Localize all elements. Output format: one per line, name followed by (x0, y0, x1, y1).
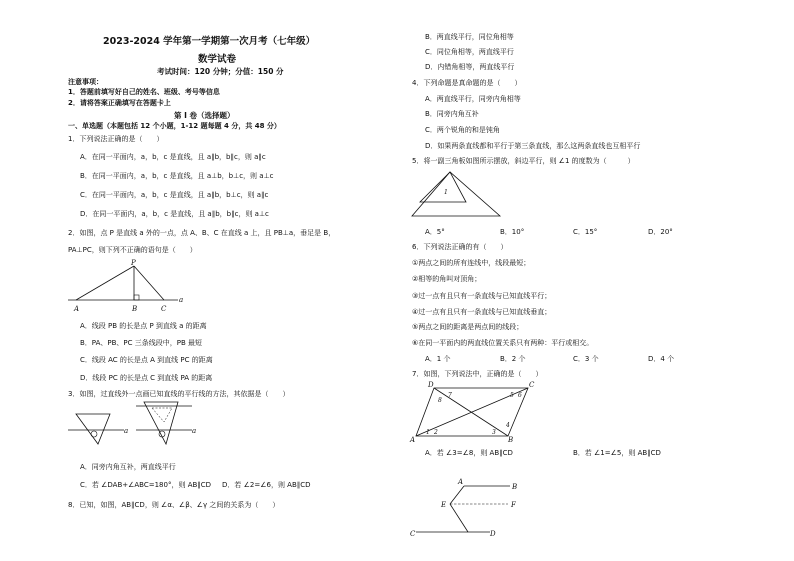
q1-option: A．在同一平面内，a，b，c 是直线，且 a∥b，b∥c，则 a∥c (80, 153, 266, 161)
q6-option: B．2 个 (500, 355, 526, 363)
q7-figure (410, 382, 540, 442)
q7-option-b: B．若 ∠1=∠5，则 AB∥CD (573, 449, 661, 457)
q3-label-a1: a (124, 427, 129, 435)
q2-stem: PA⊥PC，则下列不正确的语句是（ ） (68, 246, 197, 254)
q7-angle-1: 1 (426, 429, 430, 436)
q2-option: D．线段 PC 的长是点 C 到直线 PA 的距离 (80, 374, 213, 382)
q8-stem: 8．已知，如图，AB∥CD，则 ∠α、∠β、∠γ 之间的关系为（ ） (68, 501, 280, 509)
notes-item: 2．请将答案正确填写在答题卡上 (68, 99, 171, 107)
q4-option: A．两直线平行，同旁内角相等 (425, 95, 521, 103)
q6-option: D．4 个 (648, 355, 675, 363)
q5-figure (410, 168, 502, 220)
exam-subtitle: 数学试卷 (198, 54, 237, 65)
q3-label-a2: a (192, 427, 197, 435)
part-title: 第 I 卷（选择题） (174, 111, 235, 120)
q2-label-p: P (131, 259, 136, 267)
q6-item: ④过一点有且只有一条直线与已知直线垂直； (412, 308, 552, 316)
q5-option: A．5° (425, 228, 445, 236)
q2-stem: 2．如图，点 P 是直线 a 外的一点，点 A、B、C 在直线 a 上，且 PB⊥a，垂足是 B， (68, 229, 336, 237)
q5-option: B．10° (500, 228, 525, 236)
q5-option: D．20° (648, 228, 673, 236)
q7-angle-2: 2 (434, 429, 438, 436)
q3-option-b: B．两直线平行，同位角相等 (425, 33, 514, 41)
q7-label-c: C (529, 381, 535, 389)
q7-option-a: A．若 ∠3=∠8，则 AB∥CD (425, 449, 513, 457)
q7-label-d: D (428, 381, 434, 389)
q1-option: C．在同一平面内，a，b，c 是直线，且 a∥b，b⊥c，则 a∥c (80, 191, 269, 199)
q7-label-b: B (508, 436, 514, 444)
q6-item: ③过一点有且只有一条直线与已知直线平行； (412, 292, 552, 300)
q1-option: D．在同一平面内，a，b，c 是直线，且 a∥b，b∥c，则 a⊥c (80, 210, 269, 218)
q7-angle-5: 5 (510, 392, 514, 399)
q2-label-a: A (74, 305, 80, 313)
section-title: 一、单选题（本题包括 12 个小题，1-12 题每题 4 分，共 48 分） (68, 122, 281, 130)
q1-option: B．在同一平面内，a，b，c 是直线，且 a⊥b，b⊥c，则 a⊥c (80, 172, 274, 180)
exam-info: 考试时间：120 分钟；分值：150 分 (157, 67, 284, 76)
q6-item: ⑥在同一平面内的两直线位置关系只有两种：平行或相交。 (412, 339, 594, 347)
q7-angle-6: 6 (518, 392, 522, 399)
q3-option-c: C．同位角相等，两直线平行 (425, 48, 514, 56)
q3-option-d: D．内错角相等，两直线平行 (425, 63, 515, 71)
q6-stem: 6．下列说法正确的有（ ） (412, 243, 508, 251)
q6-option: A．1 个 (425, 355, 451, 363)
q7-stem: 7．如图，下列说法中，正确的是（ ） (412, 370, 543, 378)
q7-angle-7: 7 (448, 392, 452, 399)
q2-label-b: B (132, 305, 138, 313)
q4-option: B．同旁内角互补 (425, 110, 479, 118)
q2-label-c: C (161, 305, 167, 313)
q4-option: C．两个锐角的和是钝角 (425, 126, 500, 134)
q4-option: D．如果两条直线都和平行于第三条直线，那么这两条直线也互相平行 (425, 142, 641, 150)
q2-label-a-line: a (179, 296, 184, 304)
q2-option: A．线段 PB 的长是点 P 到直线 a 的距离 (80, 322, 207, 330)
q6-item: ①两点之间的所有连线中，线段最短； (412, 259, 531, 267)
q5-stem: 5．将一副三角板如图所示摆放，斜边平行，则 ∠1 的度数为（ ） (412, 157, 635, 165)
q2-option: B．PA、PB、PC 三条线段中，PB 最短 (80, 339, 202, 347)
q2-option: C．线段 AC 的长是点 A 到直线 PC 的距离 (80, 356, 213, 364)
q3-figure (66, 400, 206, 450)
q3-option-a: A．同旁内角互补，两直线平行 (80, 463, 176, 471)
q8-label-b: B (512, 483, 518, 491)
q8-figure (410, 476, 530, 540)
notes-item: 1．答题前填写好自己的姓名、班级、考号等信息 (68, 88, 220, 96)
q1-stem: 1．下列说法正确的是（ ） (68, 135, 164, 143)
notes-title: 注意事项： (68, 78, 103, 86)
q2-figure (66, 258, 186, 316)
q8-label-a: A (458, 478, 464, 486)
q7-option-c: C．若 ∠DAB+∠ABC=180°，则 AB∥CD (80, 481, 212, 489)
q8-label-f: F (511, 501, 516, 509)
q5-option: C．15° (573, 228, 598, 236)
exam-title: 2023-2024 学年第一学期第一次月考（七年级） (103, 36, 316, 47)
q7-angle-8: 8 (438, 397, 442, 404)
q4-stem: 4．下列命题是真命题的是（ ） (412, 79, 522, 87)
q5-angle-label: 1 (444, 189, 448, 196)
q3-stem: 3．如图，过直线外一点画已知直线的平行线的方法，其依据是（ ） (68, 390, 290, 398)
q8-label-d: D (490, 530, 496, 538)
q8-label-c: C (410, 530, 416, 538)
q7-option-d: D．若 ∠2=∠6，则 AB∥CD (222, 481, 311, 489)
q7-angle-4: 4 (506, 422, 510, 429)
q8-label-e: E (441, 501, 447, 509)
q6-item: ⑤两点之间的距离是两点间的线段； (412, 323, 524, 331)
q7-label-a: A (410, 436, 416, 444)
q6-item: ②相等的角叫对顶角； (412, 275, 482, 283)
q6-option: C．3 个 (573, 355, 599, 363)
q7-angle-3: 3 (492, 429, 496, 436)
